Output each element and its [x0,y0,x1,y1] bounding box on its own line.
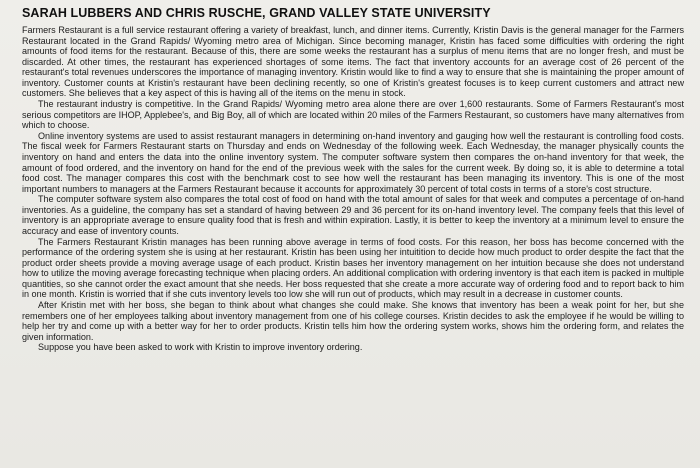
paragraph-changes: After Kristin met with her boss, she began to think about what changes she could make. She knows that inventory has been a weak point for her, but she remembers one of her employees talking about inventory management from one of his college courses. Kristin decides to ask the employee if he would be willing to help her try and come up with a better way for her to order products. Kristin tells him how the ordering system works, shows him the ordering form, and relates the given information. [22,300,684,342]
paragraph-task: Suppose you have been asked to work with Kristin to improve inventory ordering. [38,342,363,353]
paragraph-intro: Farmers Restaurant is a full service restaurant offering a variety of breakfast, lunch, and dinner items. Currently, Kristin Davis is the general manager for the Farmers Restaurant located in the Grand Rapids/ Wyoming metro area of Michigan. Since becoming manager, Kristin has faced some difficulties with ordering the right amounts of food items for the restaurant. Because of this, there are some weeks the restaurant has a surplus of menu items that are no longer fresh, and must be discarded. At other times, the restaurant has experienced shortages of some items. The fact that inventory accounts for an average cost of 26 percent of the restaurant's total revenues underscores the importance of managing inventory. Kristin would like to find a way to ensure that she is maintaining the proper amount of inventory. Customer counts at Kristin's restaurant have been declining recently, so one of Kristin's greatest focuses is to keep current customers and attract new customers. She believes that a key aspect of this is having all of the items on the menu in stock. [22,25,684,99]
paragraph-competition: The restaurant industry is competitive. In the Grand Rapids/ Wyoming metro area alone there are over 1,600 restaurants. Some of Farmers Restaurant's most serious competitors are IHOP, Applebee's, and Big Boy, all of which are located within 20 miles of the Farmers Restaurant, so customers have many alternatives from which to choose. [22,99,684,131]
document-body [22,25,684,353]
paragraph-food-costs: The Farmers Restaurant Kristin manages has been running above average in terms of food costs. For this reason, her boss has become concerned with the performance of the ordering system she is using at her restaurant. Kristin has been using her intuitition to decide how much product to order despite the fact that the product order sheets provide a moving average usage of each product. Kristin bases her inventory management on her intuition because she does not understand how to utilize the moving average forecasting technique when placing orders. An additional complication with ordering inventory is that each item is packed in multiple quantities, so she cannot order the exact amount that she needs. Her boss requested that she create a more accurate way of ordering food and to report back to him in one month. Kristin is worried that if she cuts inventory levels too low she will run out of products, which may result in a decrease in customer counts. [22,236,684,300]
paragraph-on-hand-percentage: The computer software system also compares the total cost of food on hand with the total amount of sales for that week and computes a percentage of on-hand inventories. As a guideline, the company has set a standard of having between 29 and 36 percent for its on-hand inventory level. The company feels that this level of inventory is an appropriate average to ensure quality food that is fresh and within expiration. Lastly, it is better to keep the inventory at a minimum level to ensure the accuracy and ease of inventory counts. [22,194,684,236]
paragraph-online-inventory: Online inventory systems are used to assist restaurant managers in determining on-hand inventory and gauging how well the restaurant is controlling food costs. The fiscal week for Farmers Restaurant starts on Thursday and ends on Wednesday of the following week. Each Wednesday, the manager physically counts the inventory on hand and enters the data into the online inventory system. The computer software system then compares the on-hand inventory for that week, the amount of food ordered, and the inventory on hand for the end of the previous week with the sales for the current week. By doing so, it is able to determine a total food cost. The manager compares this cost with the benchmark cost to see how well the restaurant has been managing its inventory. This is one of the most important numbers to managers at the Farmers Restaurant because it accounts for approximately 30 percent of total costs in terms of a store's cost structure. [22,130,684,194]
document-title: SARAH LUBBERS AND CHRIS RUSCHE, GRAND VALLEY STATE UNIVERSITY [22,6,491,20]
